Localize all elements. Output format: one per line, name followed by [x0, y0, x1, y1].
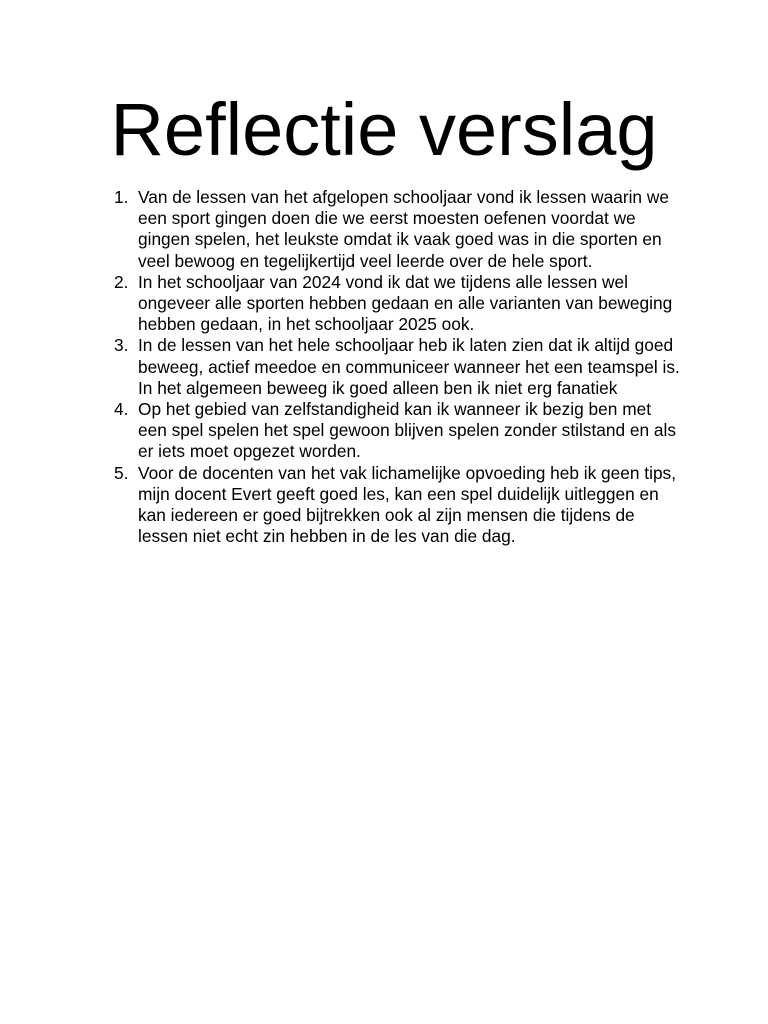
list-item-number: 3.: [114, 335, 129, 356]
list-item: [114, 271, 683, 336]
list-item: [114, 399, 683, 463]
list-item-text: Van de lessen van het afgelopen schooljaar vond ik lessen waarin we een sport gingen doen die we eerst moesten oefenen voordat we gingen spelen, het leukste omdat ik vaak goed was in die sporten en veel bewoog en tegelijkertijd veel leerde over de hele sport.: [138, 187, 669, 271]
list-item: [114, 187, 683, 272]
reflection-list: [114, 187, 683, 547]
list-item-number: 2.: [114, 271, 129, 292]
page-title: Reflectie verslag: [110, 88, 658, 171]
list-item-text: Voor de docenten van het vak lichamelijke opvoeding heb ik geen tips, mijn docent Evert geeft goed les, kan een spel duidelijk uitleggen en kan iedereen er goed bijtrekken ook al zijn mensen die tijdens de lessen niet echt zin hebben in de les van die dag.: [138, 462, 676, 547]
list-item-text: Op het gebied van zelfstandigheid kan ik wanneer ik bezig ben met een spel spelen het spel gewoon blijven spelen zonder stilstand en als er iets moet opgezet worden.: [138, 399, 676, 462]
list-item-number: 5.: [114, 462, 129, 483]
list-item-text: In het schooljaar van 2024 vond ik dat we tijdens alle lessen wel ongeveer alle sporten hebben gedaan en alle varianten van beweging hebben gedaan, in het schooljaar 2025 ook.: [138, 271, 673, 335]
list-item-number: 4.: [114, 399, 129, 420]
list-item: [114, 462, 683, 548]
list-item-text: In de lessen van het hele schooljaar heb ik laten zien dat ik altijd goed beweeg, actief meedoe en communiceer wanneer het een teamspel is. In het algemeen beweeg ik goed alleen ben ik niet erg fanatiek: [138, 335, 680, 398]
list-item: [114, 335, 683, 399]
list-item-number: 1.: [114, 187, 129, 207]
